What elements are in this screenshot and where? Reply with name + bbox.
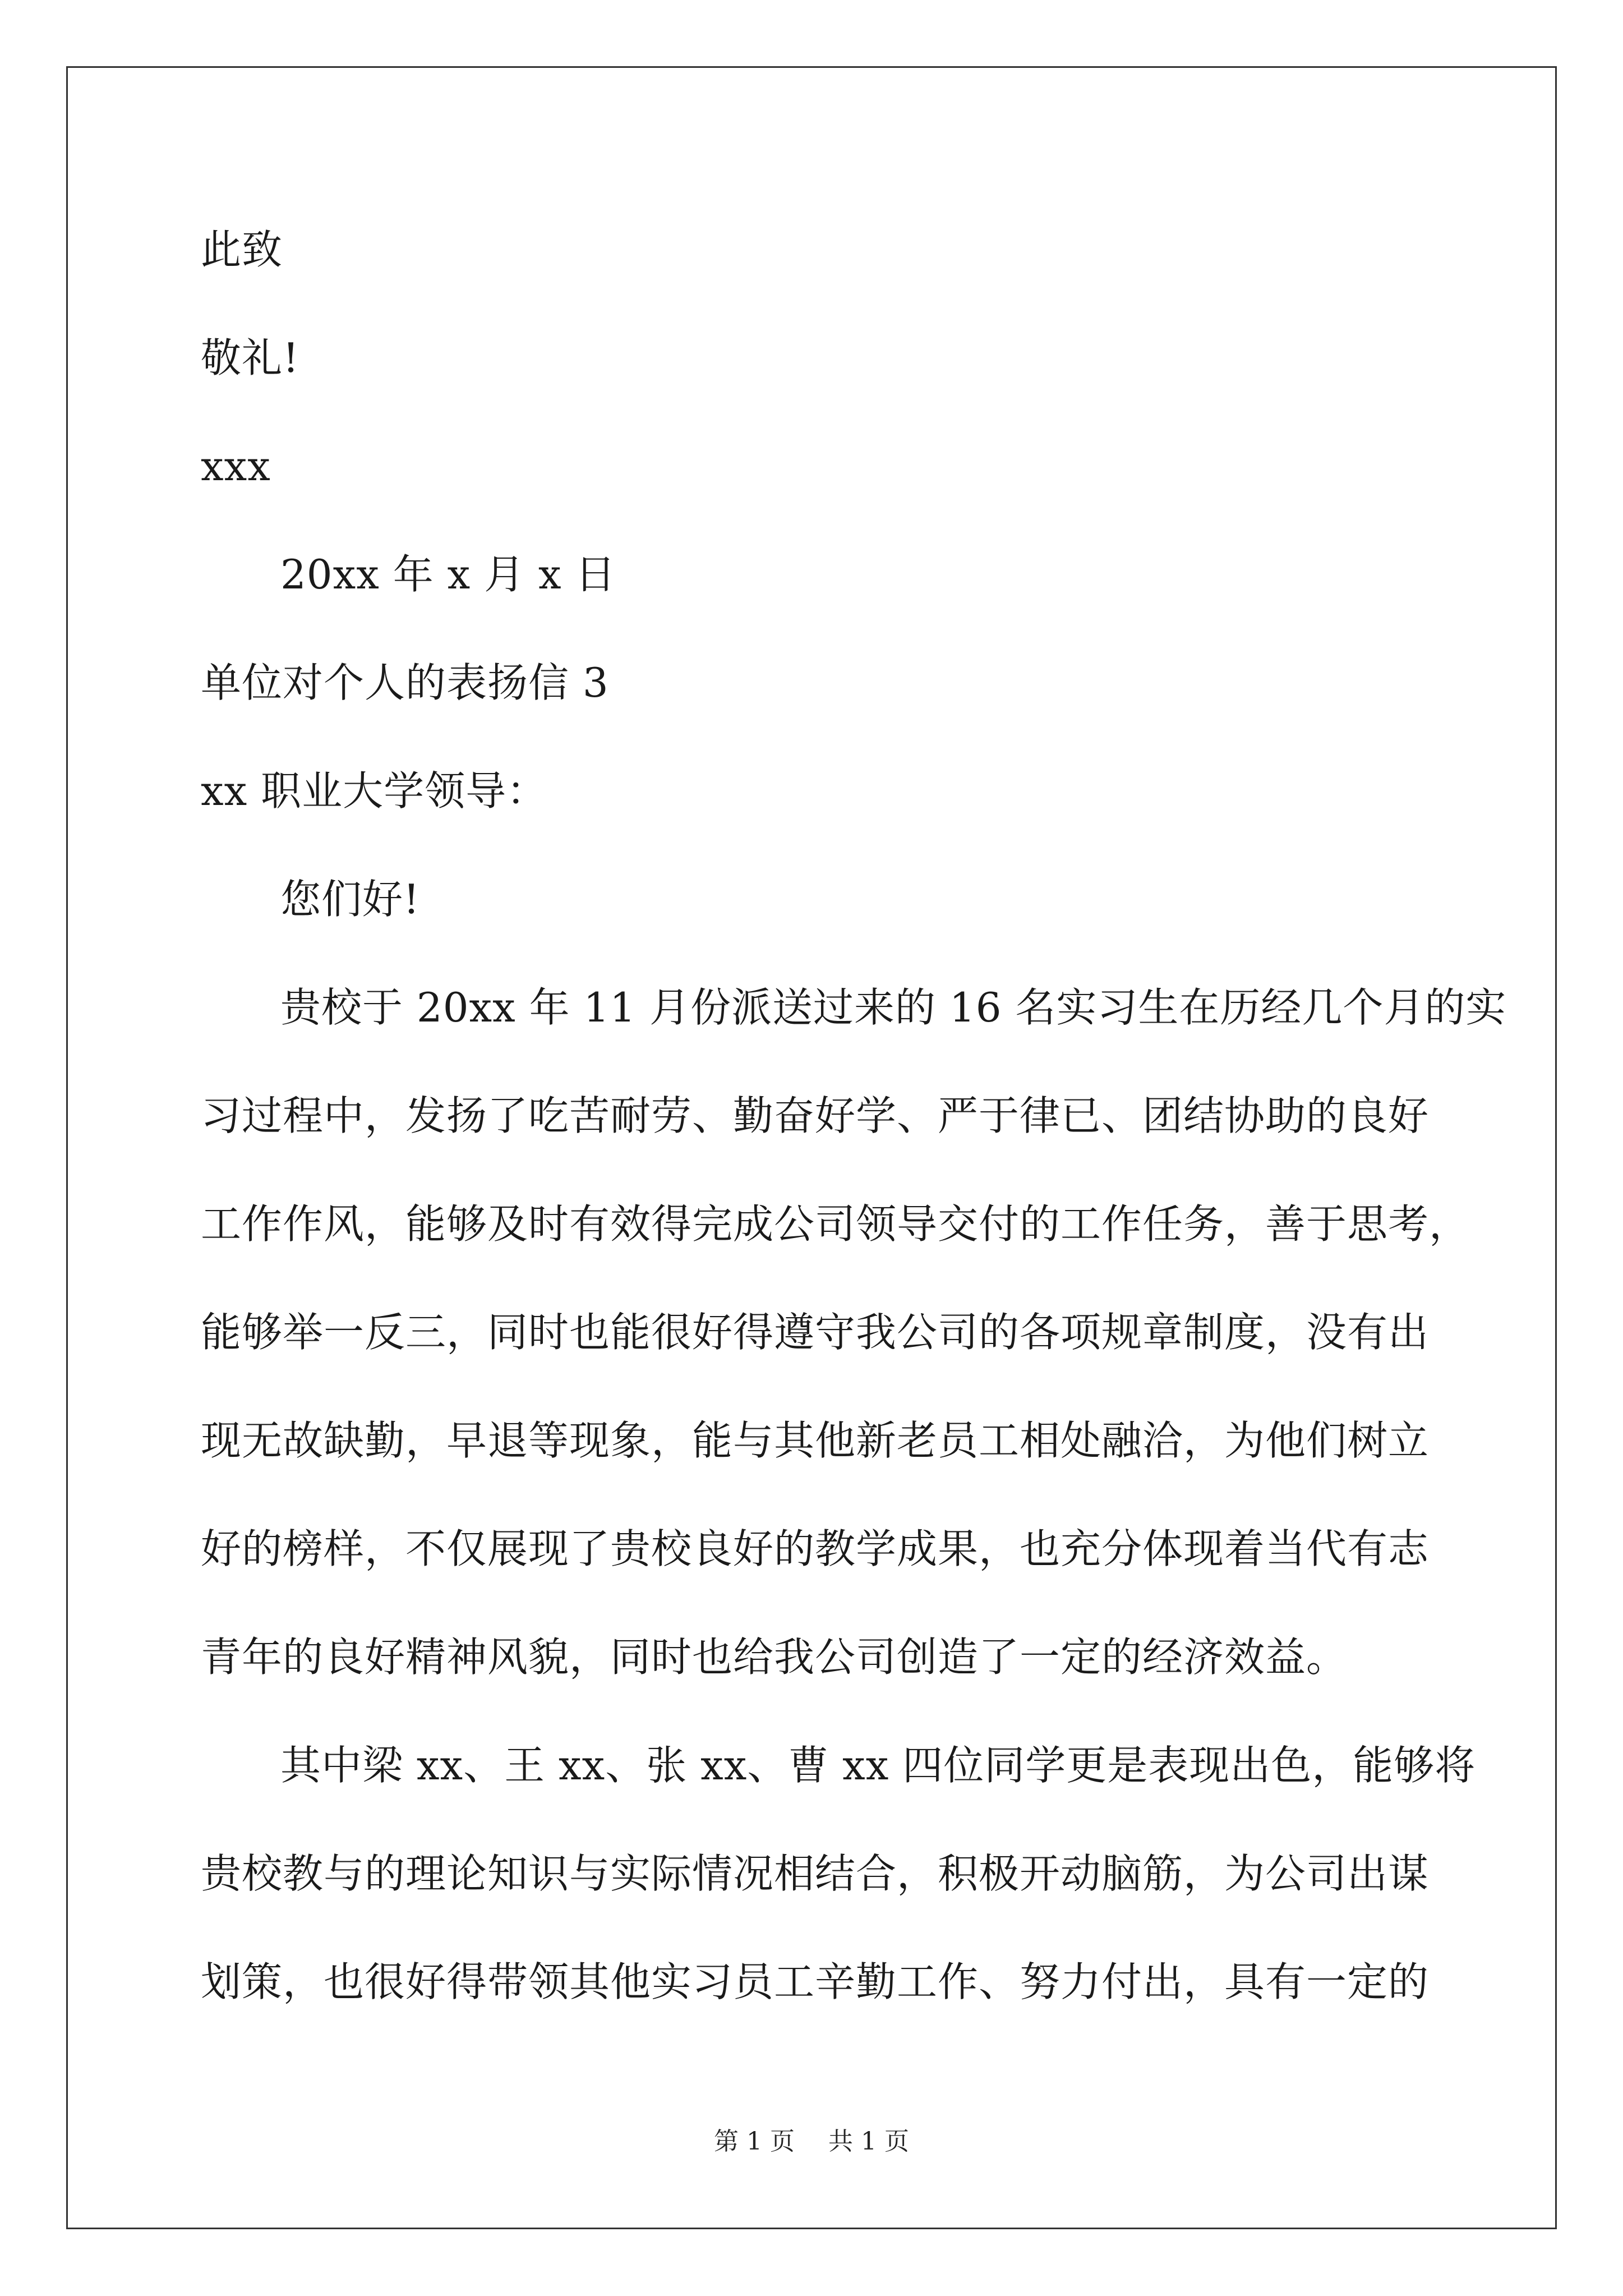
paragraph-1-line: 好的榜样，不仅展现了贵校良好的教学成果，也充分体现着当代有志 [201,1525,1430,1572]
page-footer [0,2125,1623,2159]
page-number: 第 1 页 [714,2127,795,2156]
letter-heading: 单位对个人的表扬信 3 [201,659,609,706]
paragraph-2-line: 其中梁 xx、王 xx、张 xx、曹 xx 四位同学更是表现出色，能够将 [280,1742,1476,1789]
paragraph-2-line: 划策，也很好得带领其他实习员工辛勤工作、努力付出，具有一定的 [201,1958,1430,2005]
greeting: 您们好! [280,876,420,923]
paragraph-1-line: 习过程中，发扬了吃苦耐劳、勤奋好学、严于律已、团结协助的良好 [201,1092,1430,1139]
paragraph-1-line: 青年的良好精神风貌，同时也给我公司创造了一定的经济效益。 [201,1634,1348,1681]
paragraph-1-line: 能够举一反三，同时也能很好得遵守我公司的各项规章制度，没有出 [201,1309,1430,1356]
paragraph-2-line: 贵校教与的理论知识与实际情况相结合，积极开动脑筋，为公司出谋 [201,1850,1430,1897]
page-total: 共 1 页 [828,2127,909,2156]
paragraph-1-line: 贵校于 20xx 年 11 月份派送过来的 16 名实习生在历经几个月的实 [280,984,1507,1031]
closing-line-1: 此致 [201,226,283,273]
salutation: xx 职业大学领导： [201,767,548,815]
paragraph-1-line: 工作作风，能够及时有效得完成公司领导交付的工作任务，善于思考， [201,1200,1470,1248]
page-frame [66,66,1557,2229]
signature: xxx [201,443,271,490]
paragraph-1-line: 现无故缺勤，早退等现象，能与其他新老员工相处融洽，为他们树立 [201,1417,1430,1464]
closing-line-2: 敬礼! [201,334,299,381]
date: 20xx 年 x 月 x 日 [280,551,616,598]
